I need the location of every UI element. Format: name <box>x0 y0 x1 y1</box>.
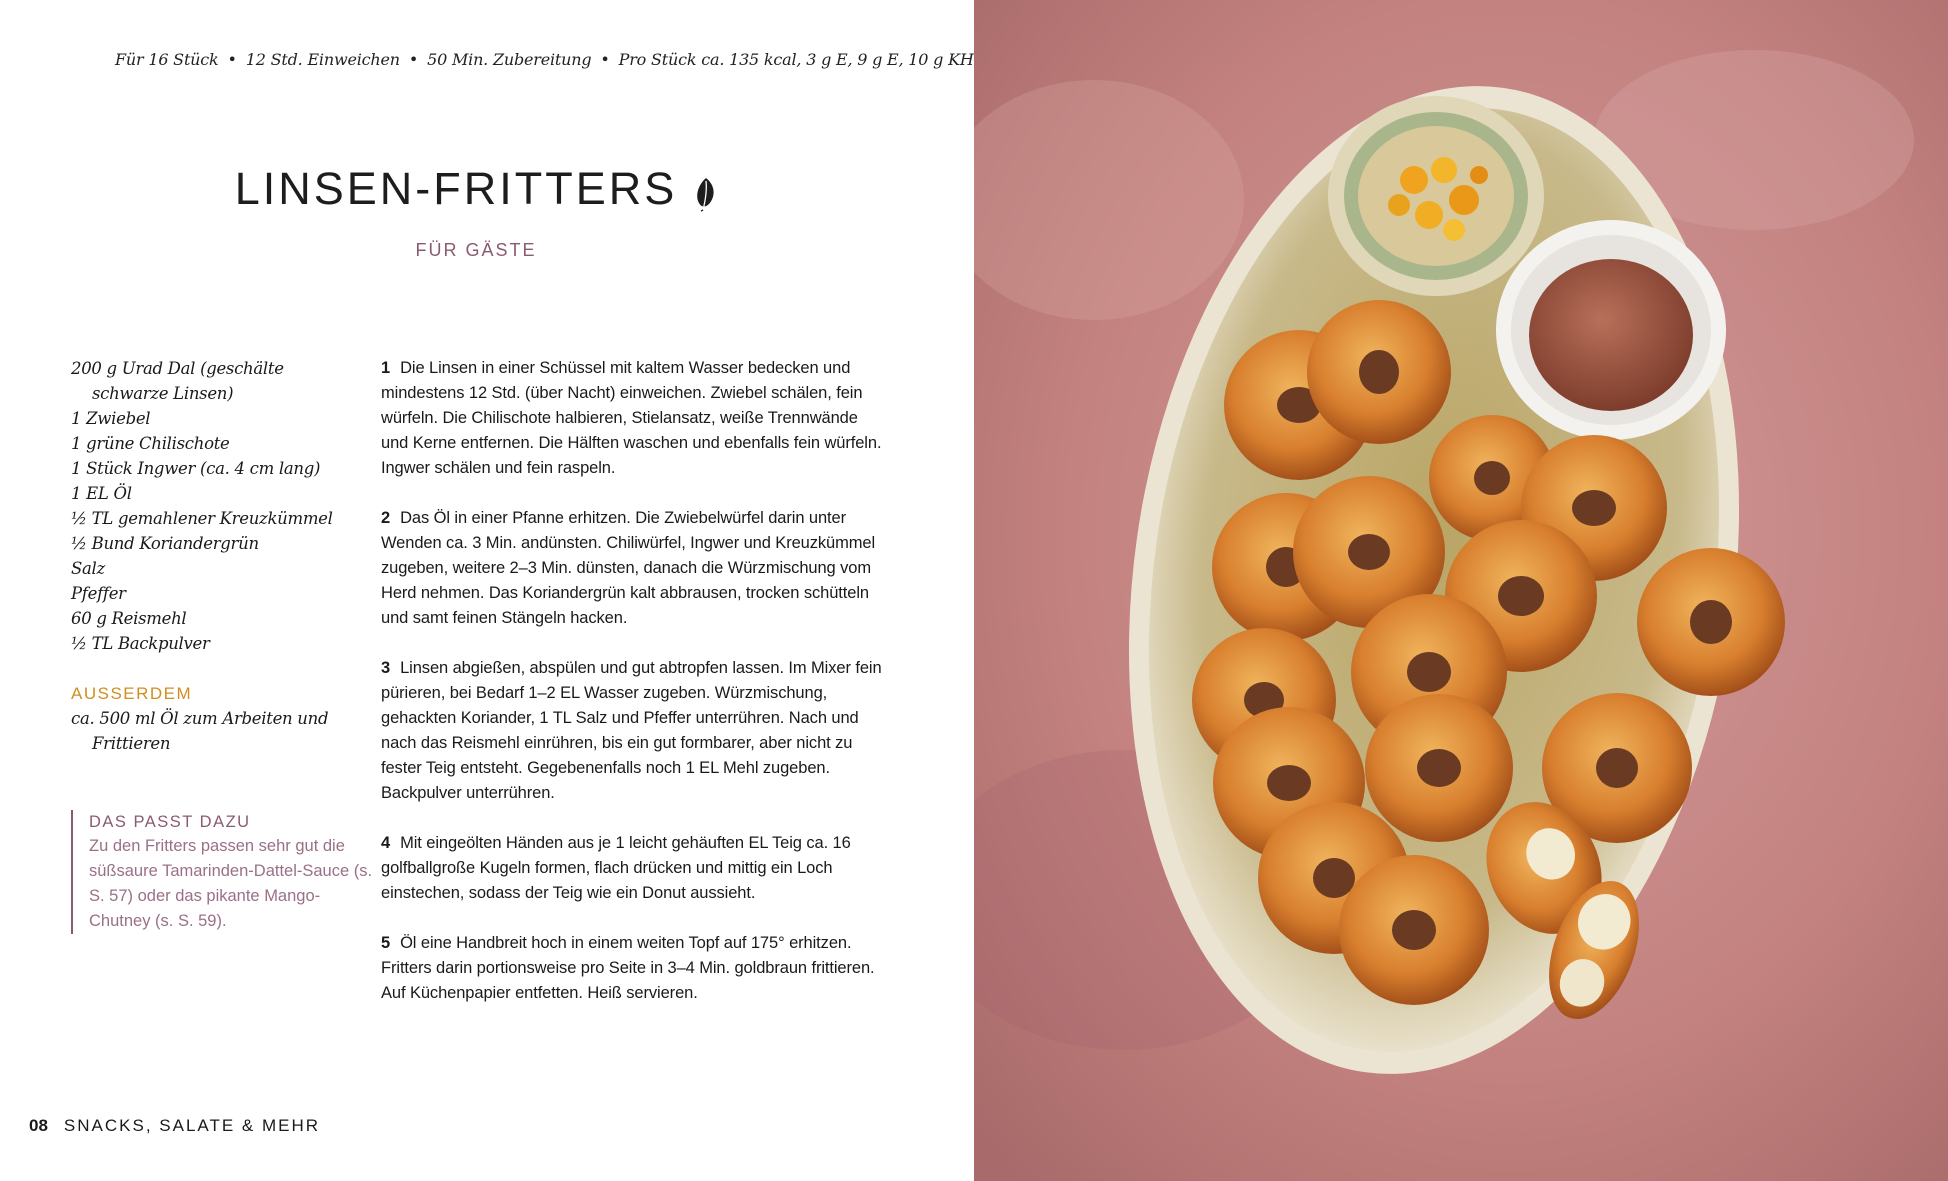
recipe-subtitle: FÜR GÄSTE <box>415 240 537 260</box>
prep-time: 50 Min. Zubereitung <box>427 50 592 69</box>
page-number: 08 <box>29 1116 48 1135</box>
tip-heading: DAS PASST DAZU <box>89 813 251 831</box>
instruction-steps <box>381 356 886 1031</box>
step <box>381 656 886 806</box>
ingredient-item: Salz <box>71 559 105 578</box>
title-row <box>0 163 952 221</box>
ingredient-item: Pfeffer <box>71 584 126 603</box>
ingredient-item: 200 g Urad Dal (geschälte schwarze Linsen) <box>71 359 284 403</box>
recipe-meta: Für 16 Stück • 12 Std. Einweichen • 50 Min. Zubereitung • Pro Stück ca. 135 kcal, 3 g E, 9 g E, 10 g KH <box>115 50 974 69</box>
fritters-photo-illustration <box>974 0 1948 1181</box>
leaf-icon <box>695 176 717 217</box>
tip-box <box>71 810 379 934</box>
soaking-time: 12 Std. Einweichen <box>245 50 400 69</box>
ingredient-item: 60 g Reismehl <box>71 609 187 628</box>
step-text: Die Linsen in einer Schüssel mit kaltem Wasser bedecken und mindestens 12 Std. (über Nacht) einweichen. Zwiebel schälen, fein würfeln. Die Chilischote halbieren, Stielansatz, weiße Trennwände und Kerne entfernen. Die Hälften waschen und ebenfalls fein würfeln. Ingwer schälen und fein raspeln. <box>381 359 882 477</box>
step-text: Öl eine Handbreit hoch in einem weiten Topf auf 175° erhitzen. Fritters darin portionsweise pro Seite in 3–4 Min. goldbraun frittieren. Auf Küchenpapier entfetten. Heiß servieren. <box>381 934 875 1002</box>
step-number: 5 <box>381 934 391 952</box>
step-number: 4 <box>381 834 391 852</box>
ingredient-item: 1 grüne Chilischote <box>71 434 230 453</box>
page-footer <box>29 1116 320 1136</box>
ingredient-item: ½ TL Backpulver <box>71 634 210 653</box>
ingredient-item: ½ TL gemahlener Kreuzkümmel <box>71 509 333 528</box>
chutney-bowl <box>1328 96 1544 296</box>
step-text: Linsen abgießen, abspülen und gut abtropfen lassen. Im Mixer fein pürieren, bei Bedarf 1–2 EL Wasser zugeben. Würzmischung, gehackten Koriander, 1 TL Salz und Pfeffer unterrühren. Nach und nach das Reismehl einrühren, bis ein gut formbarer, aber nicht zu fester Teig entsteht. Gegebenenfalls noch 1 EL Mehl zugeben. Backpulver unterrühren. <box>381 659 882 802</box>
ingredient-list <box>71 356 351 756</box>
step-text: Mit eingeölten Händen aus je 1 leicht gehäuften EL Teig ca. 16 golfballgroße Kugeln formen, flach drücken und mittig ein Loch einstechen, sodass der Teig wie ein Donut aussieht. <box>381 834 851 902</box>
food-photo <box>974 0 1948 1181</box>
tip-text: Zu den Fritters passen sehr gut die süßsaure Tamarinden-Dattel-Sauce (s. S. 57) oder das pikante Mango-Chutney (s. S. 59). <box>89 837 373 930</box>
extra-item: ca. 500 ml Öl zum Arbeiten und Frittieren <box>71 709 329 753</box>
section-name: SNACKS, SALATE & MEHR <box>63 1116 321 1135</box>
recipe-title: LINSEN-FRITTERS <box>234 163 678 214</box>
step <box>381 831 886 906</box>
step <box>381 356 886 481</box>
step-number: 2 <box>381 509 391 527</box>
ingredient-item: 1 EL Öl <box>71 484 132 503</box>
ingredient-item: 1 Stück Ingwer (ca. 4 cm lang) <box>71 459 321 478</box>
step <box>381 931 886 1006</box>
step-number: 3 <box>381 659 391 677</box>
servings: Für 16 Stück <box>115 50 219 69</box>
step-text: Das Öl in einer Pfanne erhitzen. Die Zwiebelwürfel darin unter Wenden ca. 3 Min. andünsten. Chiliwürfel, Ingwer und Kreuzkümmel zugeben, weitere 2–3 Min. dünsten, danach die Würzmischung vom Herd nehmen. Das Koriandergrün kalt abbrausen, trocken schütteln und samt feinen Stängeln hacken. <box>381 509 876 627</box>
ingredient-item: ½ Bund Koriandergrün <box>71 534 259 553</box>
nutrition: Pro Stück ca. 135 kcal, 3 g E, 9 g E, 10 g KH <box>618 50 974 69</box>
ingredient-item: 1 Zwiebel <box>71 409 151 428</box>
extra-heading: AUSSERDEM <box>71 684 193 703</box>
tamarind-sauce-bowl <box>1496 220 1726 440</box>
step <box>381 506 886 631</box>
step-number: 1 <box>381 359 391 377</box>
